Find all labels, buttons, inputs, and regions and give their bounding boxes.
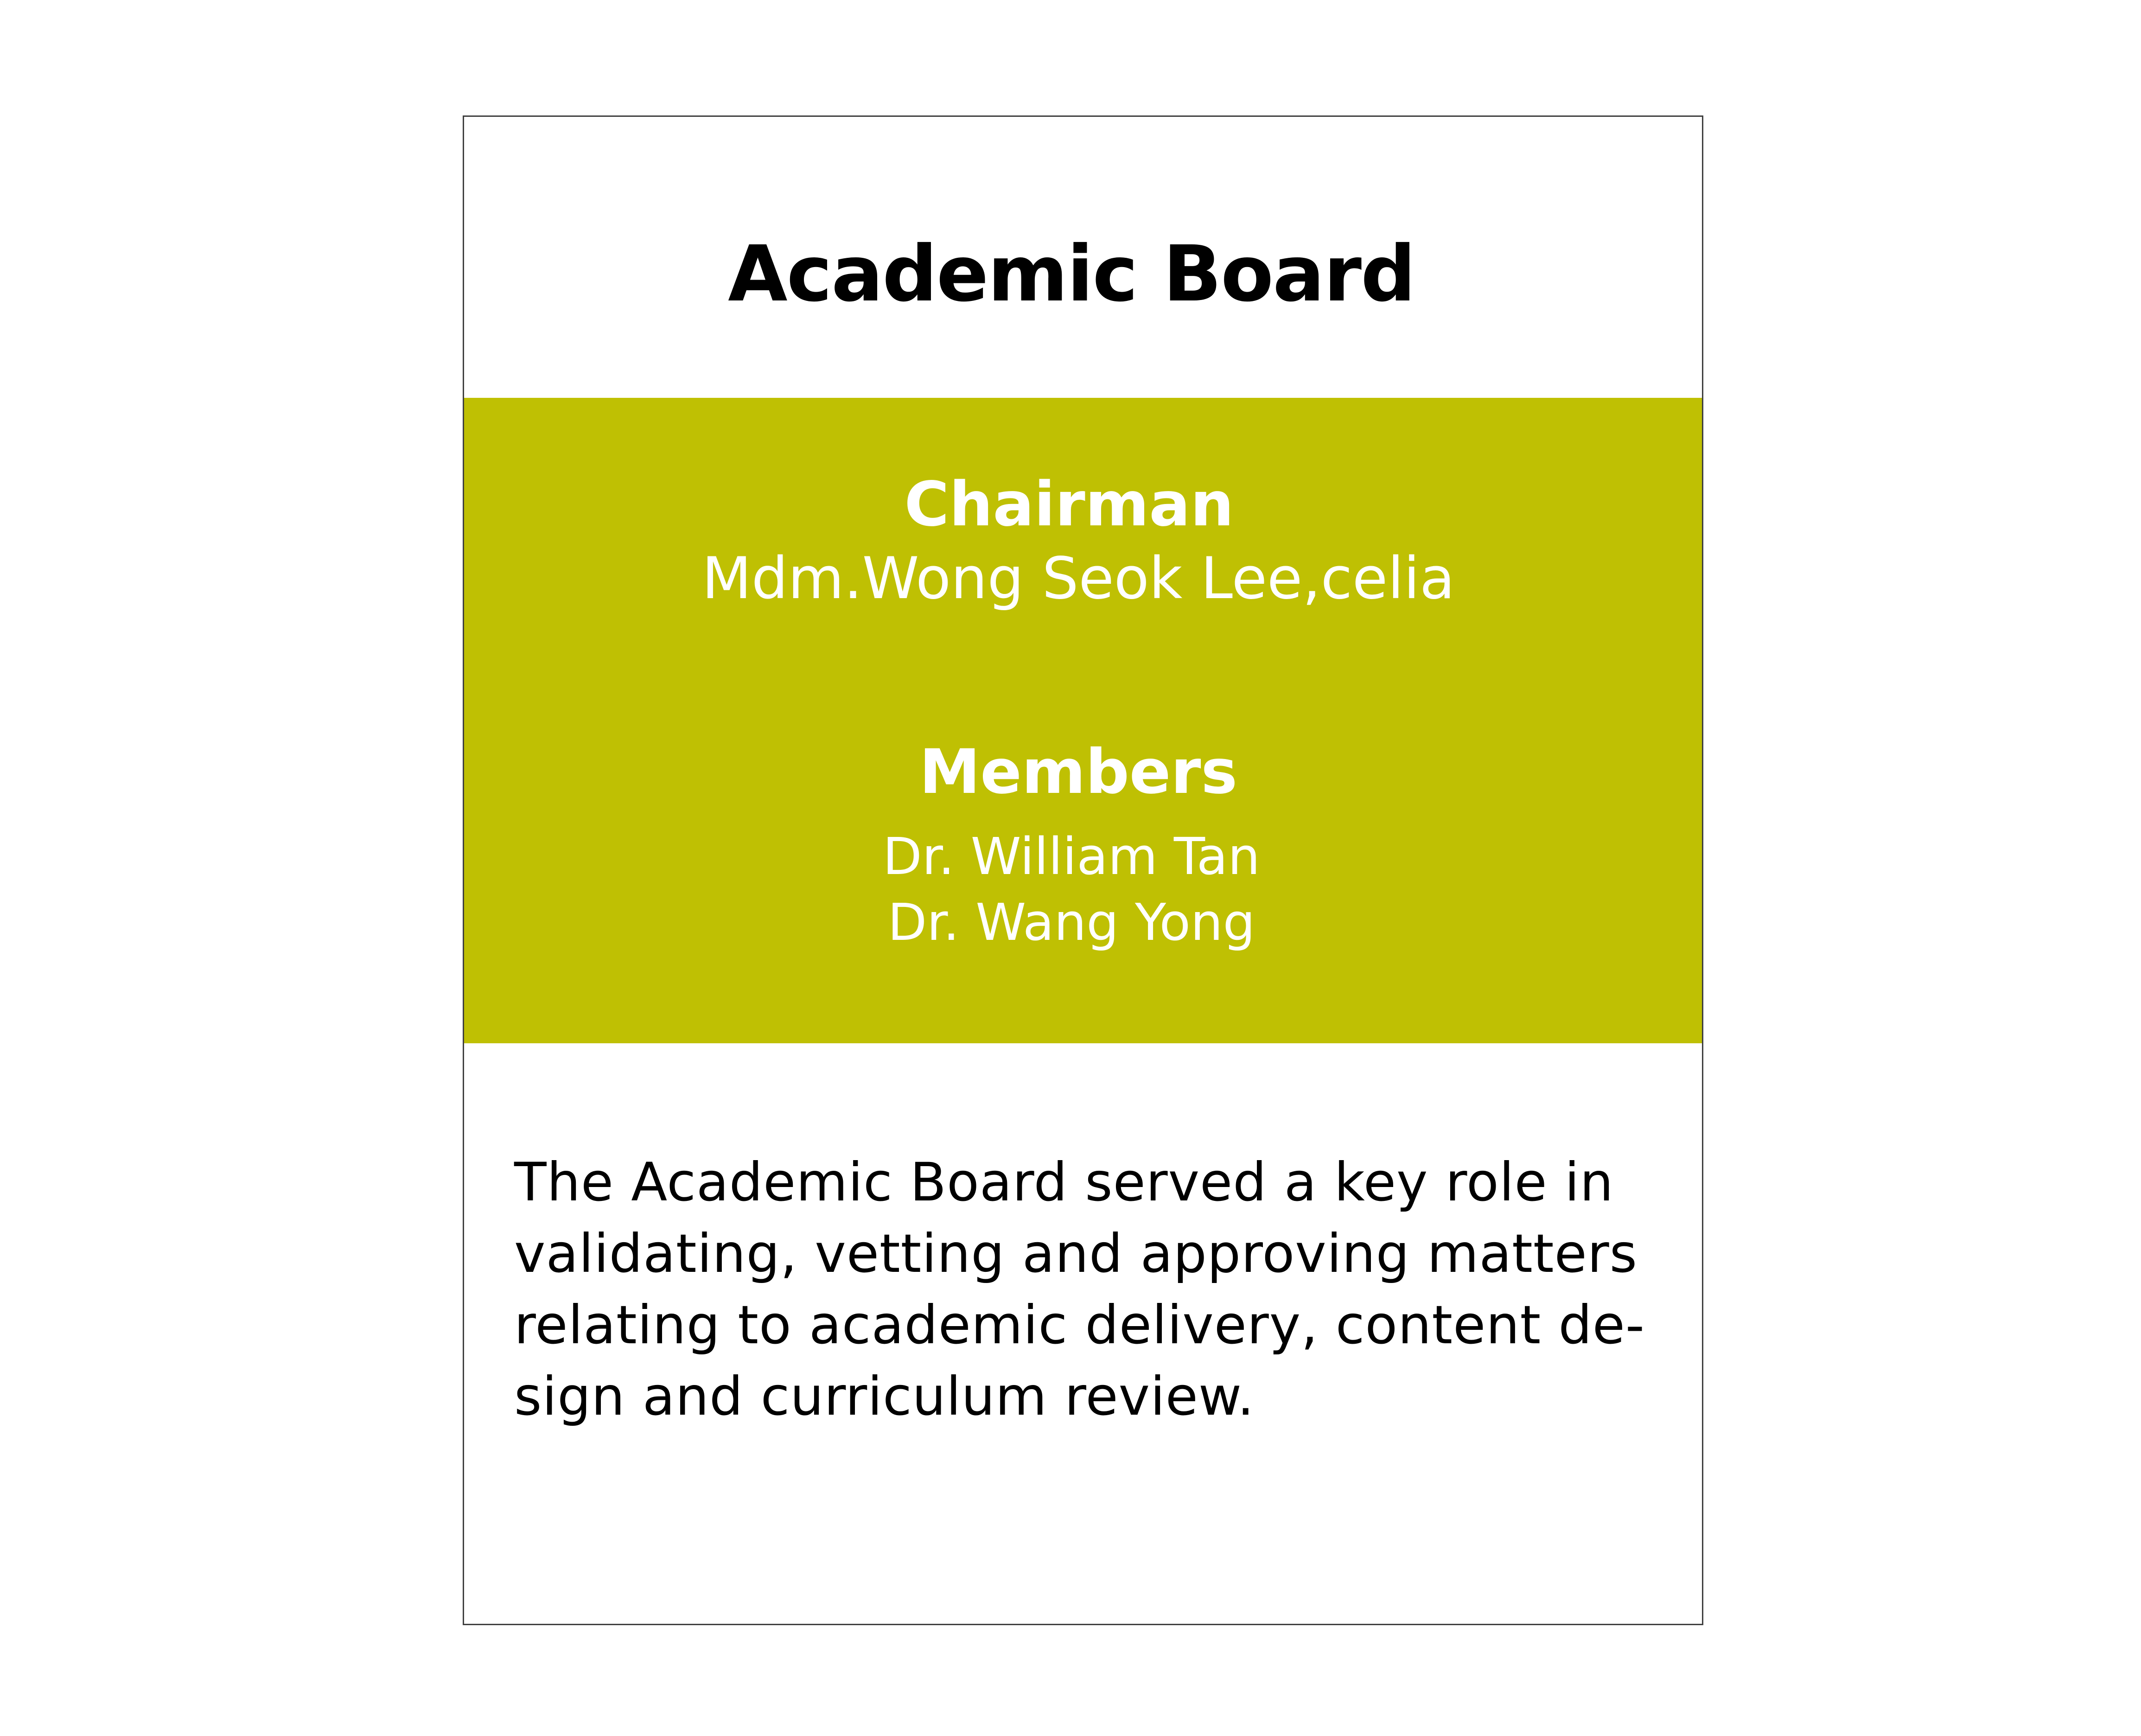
chairman-name: Mdm.Wong Seok Lee,celia <box>701 545 1455 612</box>
description-line: relating to academic delivery, content de- <box>514 1294 1645 1356</box>
members-list <box>464 823 1702 955</box>
description-line: The Academic Board served a key role in <box>514 1151 1614 1213</box>
description-line: validating, vetting and approving matters <box>514 1223 1638 1284</box>
academic-board-card <box>463 115 1703 1625</box>
chairman-heading: Chairman <box>904 469 1234 540</box>
page-title: Academic Board <box>728 230 1415 319</box>
description-line: sign and curriculum review. <box>514 1366 1255 1427</box>
board-members-band <box>464 398 1702 1043</box>
board-description <box>514 1147 1673 1432</box>
members-heading: Members <box>919 736 1238 808</box>
member-name: Dr. Wang Yong <box>887 893 1255 952</box>
member-name: Dr. William Tan <box>883 827 1260 886</box>
